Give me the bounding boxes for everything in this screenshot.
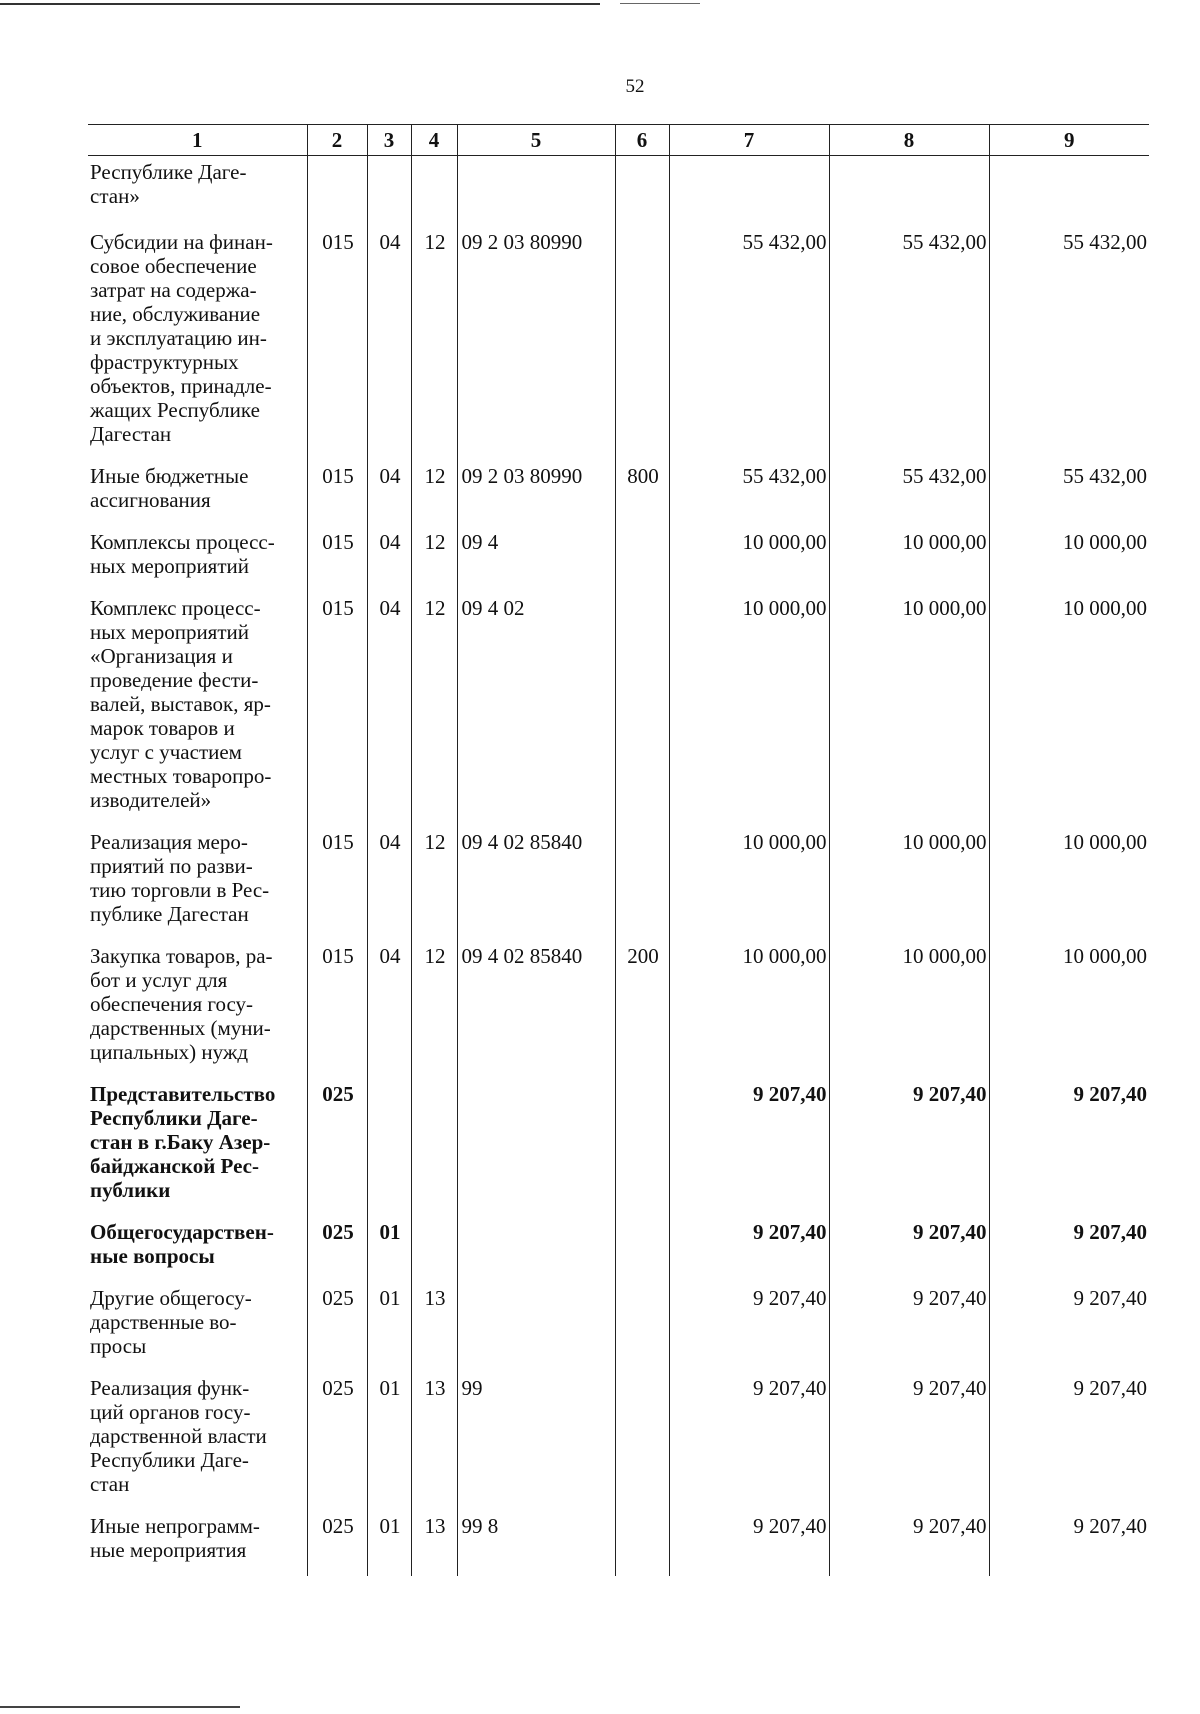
row-col-5: 09 4 02 85840: [457, 940, 615, 1078]
row-col-9: 9 207,40: [989, 1216, 1149, 1282]
row-col-2: 025: [307, 1078, 367, 1216]
table-row: [88, 826, 1149, 940]
row-col-3: 04: [367, 940, 411, 1078]
row-col-6: 200: [615, 940, 669, 1078]
row-col-7: 9 207,40: [669, 1372, 829, 1510]
row-name-line: «Организация и: [90, 643, 233, 668]
row-name-line: объектов, принадле-: [90, 373, 272, 398]
row-col-2: 015: [307, 826, 367, 940]
row-col-4: 12: [411, 226, 457, 460]
row-name-line: Иные непрограмм-: [90, 1513, 260, 1538]
row-name-line: услуг с участием: [90, 739, 242, 764]
row-col-3: 04: [367, 826, 411, 940]
row-col-2: 015: [307, 940, 367, 1078]
row-col-3: 04: [367, 526, 411, 592]
row-col-6: [615, 592, 669, 826]
row-col-4: 12: [411, 592, 457, 826]
row-col-6: [615, 156, 669, 226]
row-name-line: и эксплуатацию ин-: [90, 325, 267, 350]
row-name-line: тию торговли в Рес-: [90, 877, 270, 902]
table-row: [88, 1078, 1149, 1216]
row-col-9: 55 432,00: [989, 460, 1149, 526]
table-row: [88, 592, 1149, 826]
row-name-line: ций органов госу-: [90, 1399, 251, 1424]
row-col-3: [367, 1078, 411, 1216]
col-header-5: 5: [457, 125, 615, 156]
col-header-9: 9: [989, 125, 1149, 156]
row-col-6: [615, 526, 669, 592]
row-name-line: Субсидии на финан-: [90, 229, 273, 254]
row-col-7: [669, 156, 829, 226]
row-col-2: 015: [307, 526, 367, 592]
row-col-9: 9 207,40: [989, 1372, 1149, 1510]
row-col-2: 015: [307, 592, 367, 826]
row-name-line: Дагестан: [90, 421, 172, 446]
row-col-6: [615, 1372, 669, 1510]
row-col-8: 55 432,00: [829, 460, 989, 526]
row-col-3: 01: [367, 1282, 411, 1372]
row-col-2: 025: [307, 1216, 367, 1282]
row-col-5: [457, 1216, 615, 1282]
row-name: [88, 940, 307, 1078]
row-name-line: дарственных (муни-: [90, 1015, 271, 1040]
row-name-line: стан в г.Баку Азер-: [90, 1129, 271, 1154]
row-name-line: ных мероприятий: [90, 553, 249, 578]
col-header-8: 8: [829, 125, 989, 156]
row-col-9: 10 000,00: [989, 526, 1149, 592]
row-name-line: валей, выставок, яр-: [90, 691, 271, 716]
row-col-4: [411, 156, 457, 226]
row-col-2: 025: [307, 1282, 367, 1372]
row-col-6: [615, 826, 669, 940]
row-col-5: [457, 1282, 615, 1372]
row-name-line: Общегосударствен-: [90, 1219, 274, 1244]
table-row: [88, 1216, 1149, 1282]
row-col-9: 9 207,40: [989, 1282, 1149, 1372]
col-header-7: 7: [669, 125, 829, 156]
row-col-5: [457, 1078, 615, 1216]
row-name-line: проведение фести-: [90, 667, 259, 692]
row-col-9: 10 000,00: [989, 826, 1149, 940]
row-name: [88, 156, 307, 226]
row-col-4: 12: [411, 460, 457, 526]
row-col-6: [615, 1216, 669, 1282]
row-col-7: 9 207,40: [669, 1216, 829, 1282]
row-col-2: 025: [307, 1510, 367, 1576]
row-col-5: 99: [457, 1372, 615, 1510]
row-col-4: 13: [411, 1282, 457, 1372]
row-name-line: ние, обслуживание: [90, 301, 261, 326]
row-col-5: [457, 156, 615, 226]
row-name-line: стан: [90, 1471, 130, 1496]
row-name-line: ципальных) нужд: [90, 1039, 249, 1064]
row-col-2: 025: [307, 1372, 367, 1510]
page-number: 52: [625, 76, 645, 97]
row-col-4: [411, 1216, 457, 1282]
row-name: [88, 826, 307, 940]
row-col-2: 015: [307, 226, 367, 460]
row-col-2: [307, 156, 367, 226]
row-col-5: 09 2 03 80990: [457, 460, 615, 526]
row-col-7: 9 207,40: [669, 1282, 829, 1372]
row-name-line: Республики Даге-: [90, 1447, 249, 1472]
row-name-line: публики: [90, 1177, 171, 1202]
table-row: [88, 156, 1149, 226]
row-col-7: 55 432,00: [669, 226, 829, 460]
row-name-line: жащих Республике: [90, 397, 260, 422]
row-col-7: 9 207,40: [669, 1078, 829, 1216]
row-col-9: 9 207,40: [989, 1078, 1149, 1216]
row-col-8: 10 000,00: [829, 826, 989, 940]
col-header-3: 3: [367, 125, 411, 156]
row-name: [88, 592, 307, 826]
row-name-line: дарственные во-: [90, 1309, 237, 1334]
row-name-line: Другие общегосу-: [90, 1285, 252, 1310]
row-name-line: приятий по разви-: [90, 853, 253, 878]
table-row: [88, 1510, 1149, 1576]
row-col-4: 12: [411, 526, 457, 592]
table-row: [88, 526, 1149, 592]
row-name-line: публике Дагестан: [90, 901, 249, 926]
row-col-8: [829, 156, 989, 226]
row-col-5: 09 4 02 85840: [457, 826, 615, 940]
scan-edge-top-fragment: [620, 3, 700, 4]
row-name: [88, 460, 307, 526]
row-col-5: 09 2 03 80990: [457, 226, 615, 460]
row-col-8: 10 000,00: [829, 940, 989, 1078]
row-name-line: ные вопросы: [90, 1243, 215, 1268]
table-row: [88, 226, 1149, 460]
budget-table: [88, 124, 1149, 1576]
row-col-8: 10 000,00: [829, 526, 989, 592]
row-name-line: ные мероприятия: [90, 1537, 247, 1562]
row-name: [88, 226, 307, 460]
row-col-9: [989, 156, 1149, 226]
row-name-line: Комплекс процесс-: [90, 595, 261, 620]
row-name-line: Республике Даге-: [90, 160, 247, 184]
table-row: [88, 460, 1149, 526]
row-col-4: 13: [411, 1510, 457, 1576]
row-name-line: дарственной власти: [90, 1423, 267, 1448]
row-col-5: 09 4: [457, 526, 615, 592]
row-col-3: [367, 156, 411, 226]
col-header-2: 2: [307, 125, 367, 156]
row-col-5: 09 4 02: [457, 592, 615, 826]
row-name-line: Представительство: [90, 1081, 276, 1106]
row-col-3: 04: [367, 226, 411, 460]
row-name-line: марок товаров и: [90, 715, 235, 740]
row-col-9: 9 207,40: [989, 1510, 1149, 1576]
row-col-4: 12: [411, 940, 457, 1078]
row-col-8: 9 207,40: [829, 1078, 989, 1216]
row-col-3: 04: [367, 460, 411, 526]
row-col-9: 10 000,00: [989, 592, 1149, 826]
row-col-6: [615, 226, 669, 460]
row-col-3: 01: [367, 1216, 411, 1282]
row-col-6: 800: [615, 460, 669, 526]
row-name-line: ных мероприятий: [90, 619, 249, 644]
col-header-6: 6: [615, 125, 669, 156]
row-name: [88, 1282, 307, 1372]
row-col-6: [615, 1282, 669, 1372]
row-col-7: 10 000,00: [669, 526, 829, 592]
row-name-line: стан»: [90, 184, 140, 208]
row-col-7: 9 207,40: [669, 1510, 829, 1576]
row-col-6: [615, 1510, 669, 1576]
row-name-line: Иные бюджетные: [90, 463, 249, 488]
col-header-4: 4: [411, 125, 457, 156]
row-name-line: Комплексы процесс-: [90, 529, 275, 554]
row-col-4: 13: [411, 1372, 457, 1510]
scan-edge-bottom: [0, 1706, 240, 1708]
row-name-line: местных товаропро-: [90, 763, 272, 788]
row-col-7: 10 000,00: [669, 940, 829, 1078]
row-col-5: 99 8: [457, 1510, 615, 1576]
row-name-line: обеспечения госу-: [90, 991, 254, 1016]
row-name-line: просы: [90, 1333, 147, 1358]
row-col-7: 10 000,00: [669, 826, 829, 940]
table-row: [88, 1372, 1149, 1510]
row-name-line: Реализация меро-: [90, 829, 248, 854]
table-row: [88, 1282, 1149, 1372]
row-col-3: 01: [367, 1372, 411, 1510]
row-col-7: 10 000,00: [669, 592, 829, 826]
row-name: [88, 1078, 307, 1216]
row-col-3: 04: [367, 592, 411, 826]
row-col-2: 015: [307, 460, 367, 526]
row-name-line: фраструктурных: [90, 349, 239, 374]
row-col-7: 55 432,00: [669, 460, 829, 526]
row-name-line: Закупка товаров, ра-: [90, 943, 273, 968]
row-name: [88, 1372, 307, 1510]
row-col-4: 12: [411, 826, 457, 940]
row-name-line: бот и услуг для: [90, 967, 228, 992]
row-name-line: совое обеспечение: [90, 253, 257, 278]
header-row: [88, 125, 1149, 156]
row-col-8: 55 432,00: [829, 226, 989, 460]
row-col-8: 9 207,40: [829, 1282, 989, 1372]
row-col-3: 01: [367, 1510, 411, 1576]
row-name: [88, 526, 307, 592]
col-header-1: 1: [88, 125, 307, 156]
row-name-line: изводителей»: [90, 787, 212, 812]
row-name: [88, 1216, 307, 1282]
row-name-line: Реализация функ-: [90, 1375, 250, 1400]
row-name-line: затрат на содержа-: [90, 277, 257, 302]
row-col-9: 10 000,00: [989, 940, 1149, 1078]
row-col-8: 9 207,40: [829, 1510, 989, 1576]
scan-edge-top: [0, 3, 600, 5]
row-col-8: 9 207,40: [829, 1216, 989, 1282]
row-col-9: 55 432,00: [989, 226, 1149, 460]
table-row: [88, 940, 1149, 1078]
row-col-8: 10 000,00: [829, 592, 989, 826]
row-col-8: 9 207,40: [829, 1372, 989, 1510]
row-col-4: [411, 1078, 457, 1216]
row-name-line: ассигнования: [90, 487, 211, 512]
row-name: [88, 1510, 307, 1576]
row-name-line: Республики Даге-: [90, 1105, 258, 1130]
row-name-line: байджанской Рес-: [90, 1153, 259, 1178]
row-col-6: [615, 1078, 669, 1216]
